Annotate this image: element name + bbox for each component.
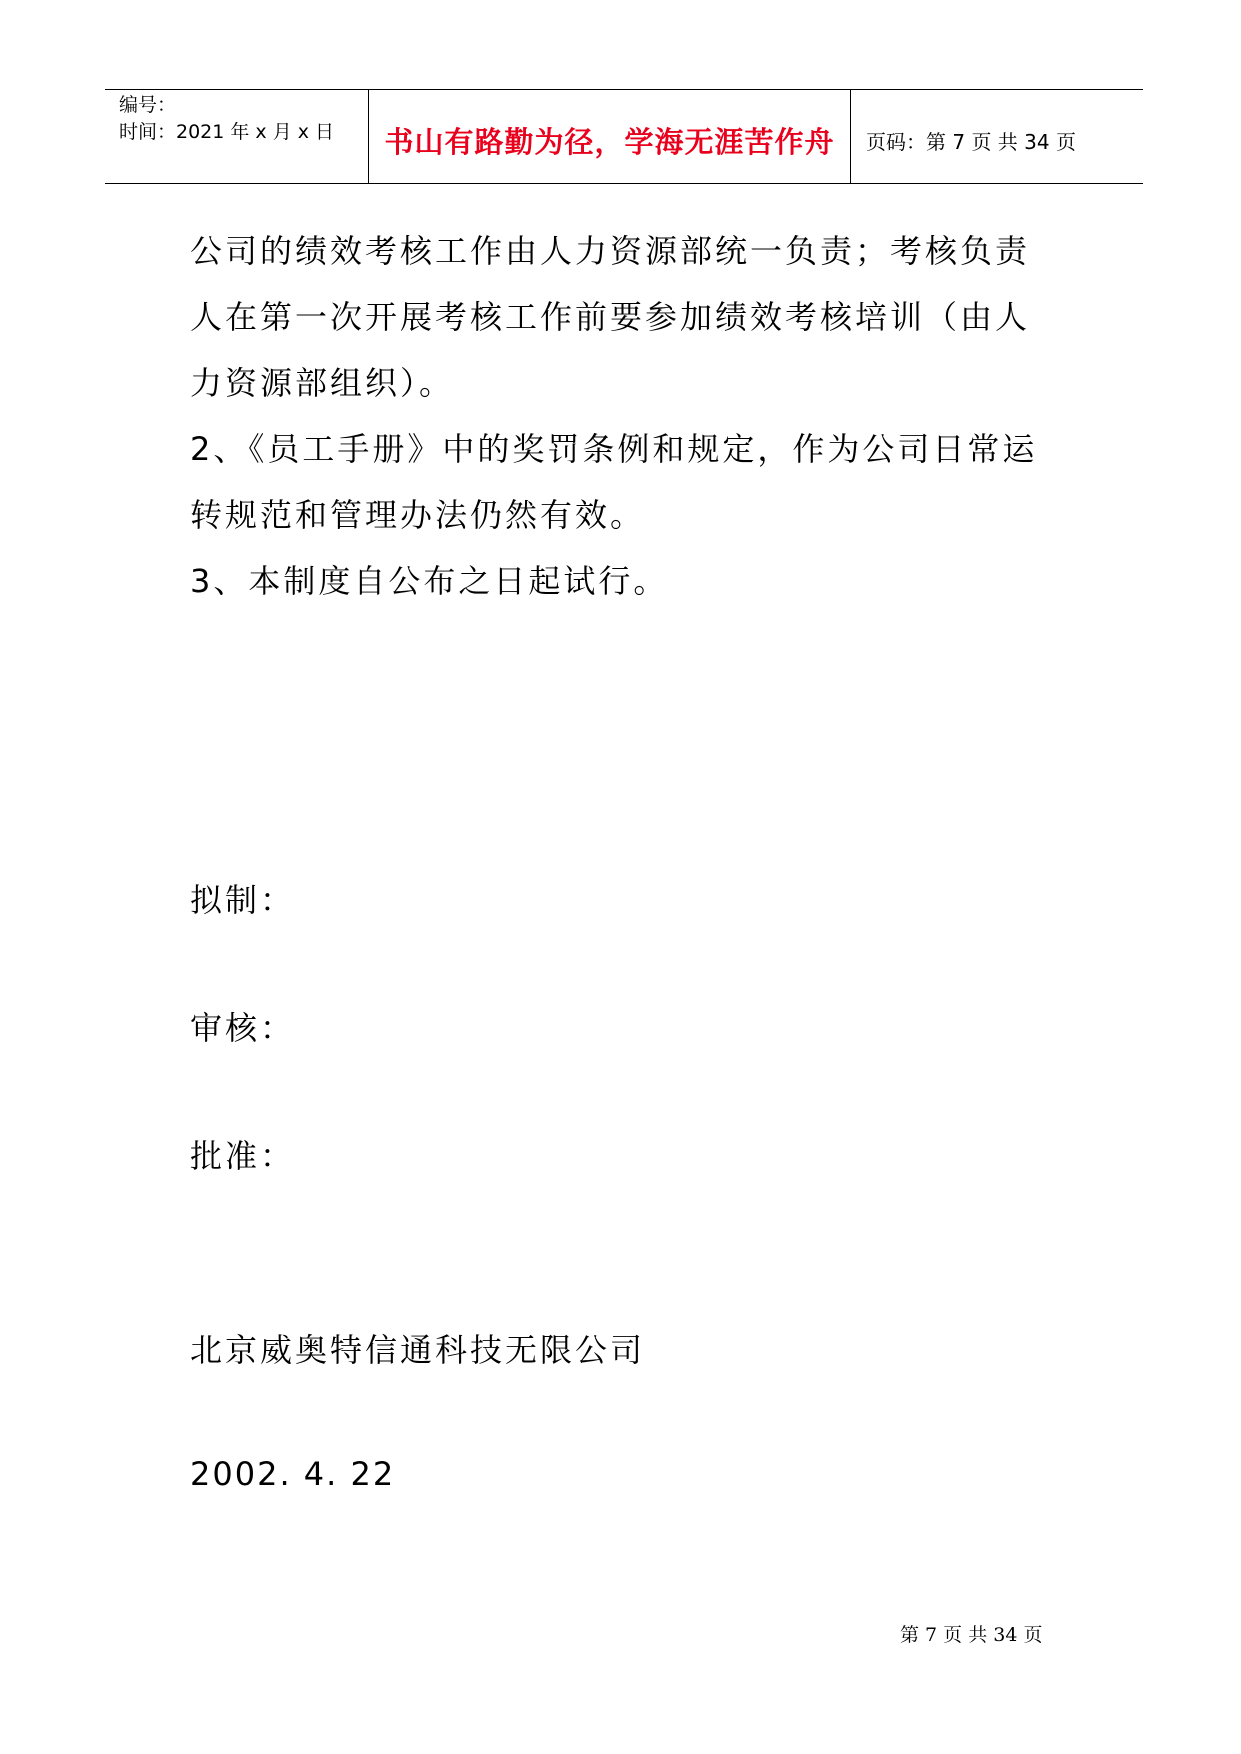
paragraph-line: 2、《员工手册》中的奖罚条例和规定，作为公司日常运 bbox=[190, 430, 1038, 468]
header-motto-cell bbox=[368, 90, 851, 183]
serial-number-label: 编号： bbox=[119, 94, 177, 116]
paragraph-line: 人在第一次开展考核工作前要参加绩效考核培训（由人 bbox=[190, 298, 1031, 336]
page-footer: 第 7 页 共 34 页 bbox=[900, 1624, 1043, 1646]
review-label: 审核： bbox=[190, 1009, 296, 1047]
paragraph-2 bbox=[190, 416, 1070, 548]
company-name: 北京威奥特信通科技无限公司 bbox=[190, 1331, 646, 1369]
paragraph-line: 公司的绩效考核工作由人力资源部统一负责；考核负责 bbox=[190, 232, 1031, 270]
page-code: 页码：第 7 页 共 34 页 bbox=[866, 130, 1076, 154]
document-date: 2002. 4. 22 bbox=[190, 1455, 396, 1493]
motto-text: 书山有路勤为径，学海无涯苦作舟 bbox=[384, 125, 835, 159]
paragraph-line: 力资源部组织）。 bbox=[190, 364, 455, 402]
paragraph-line: 转规范和管理办法仍然有效。 bbox=[190, 496, 646, 534]
draft-label: 拟制： bbox=[190, 881, 296, 919]
paragraph-3 bbox=[190, 548, 1070, 614]
document-body bbox=[190, 218, 1070, 614]
header-meta-cell bbox=[105, 90, 368, 183]
paragraph-1 bbox=[190, 218, 1070, 416]
header-page-cell bbox=[851, 90, 1143, 183]
paragraph-line: 3、本制度自公布之日起试行。 bbox=[190, 562, 669, 600]
time-label: 时间：2021 年 x 月 x 日 bbox=[119, 121, 335, 143]
page-header bbox=[105, 89, 1143, 184]
approve-label: 批准： bbox=[190, 1137, 296, 1175]
